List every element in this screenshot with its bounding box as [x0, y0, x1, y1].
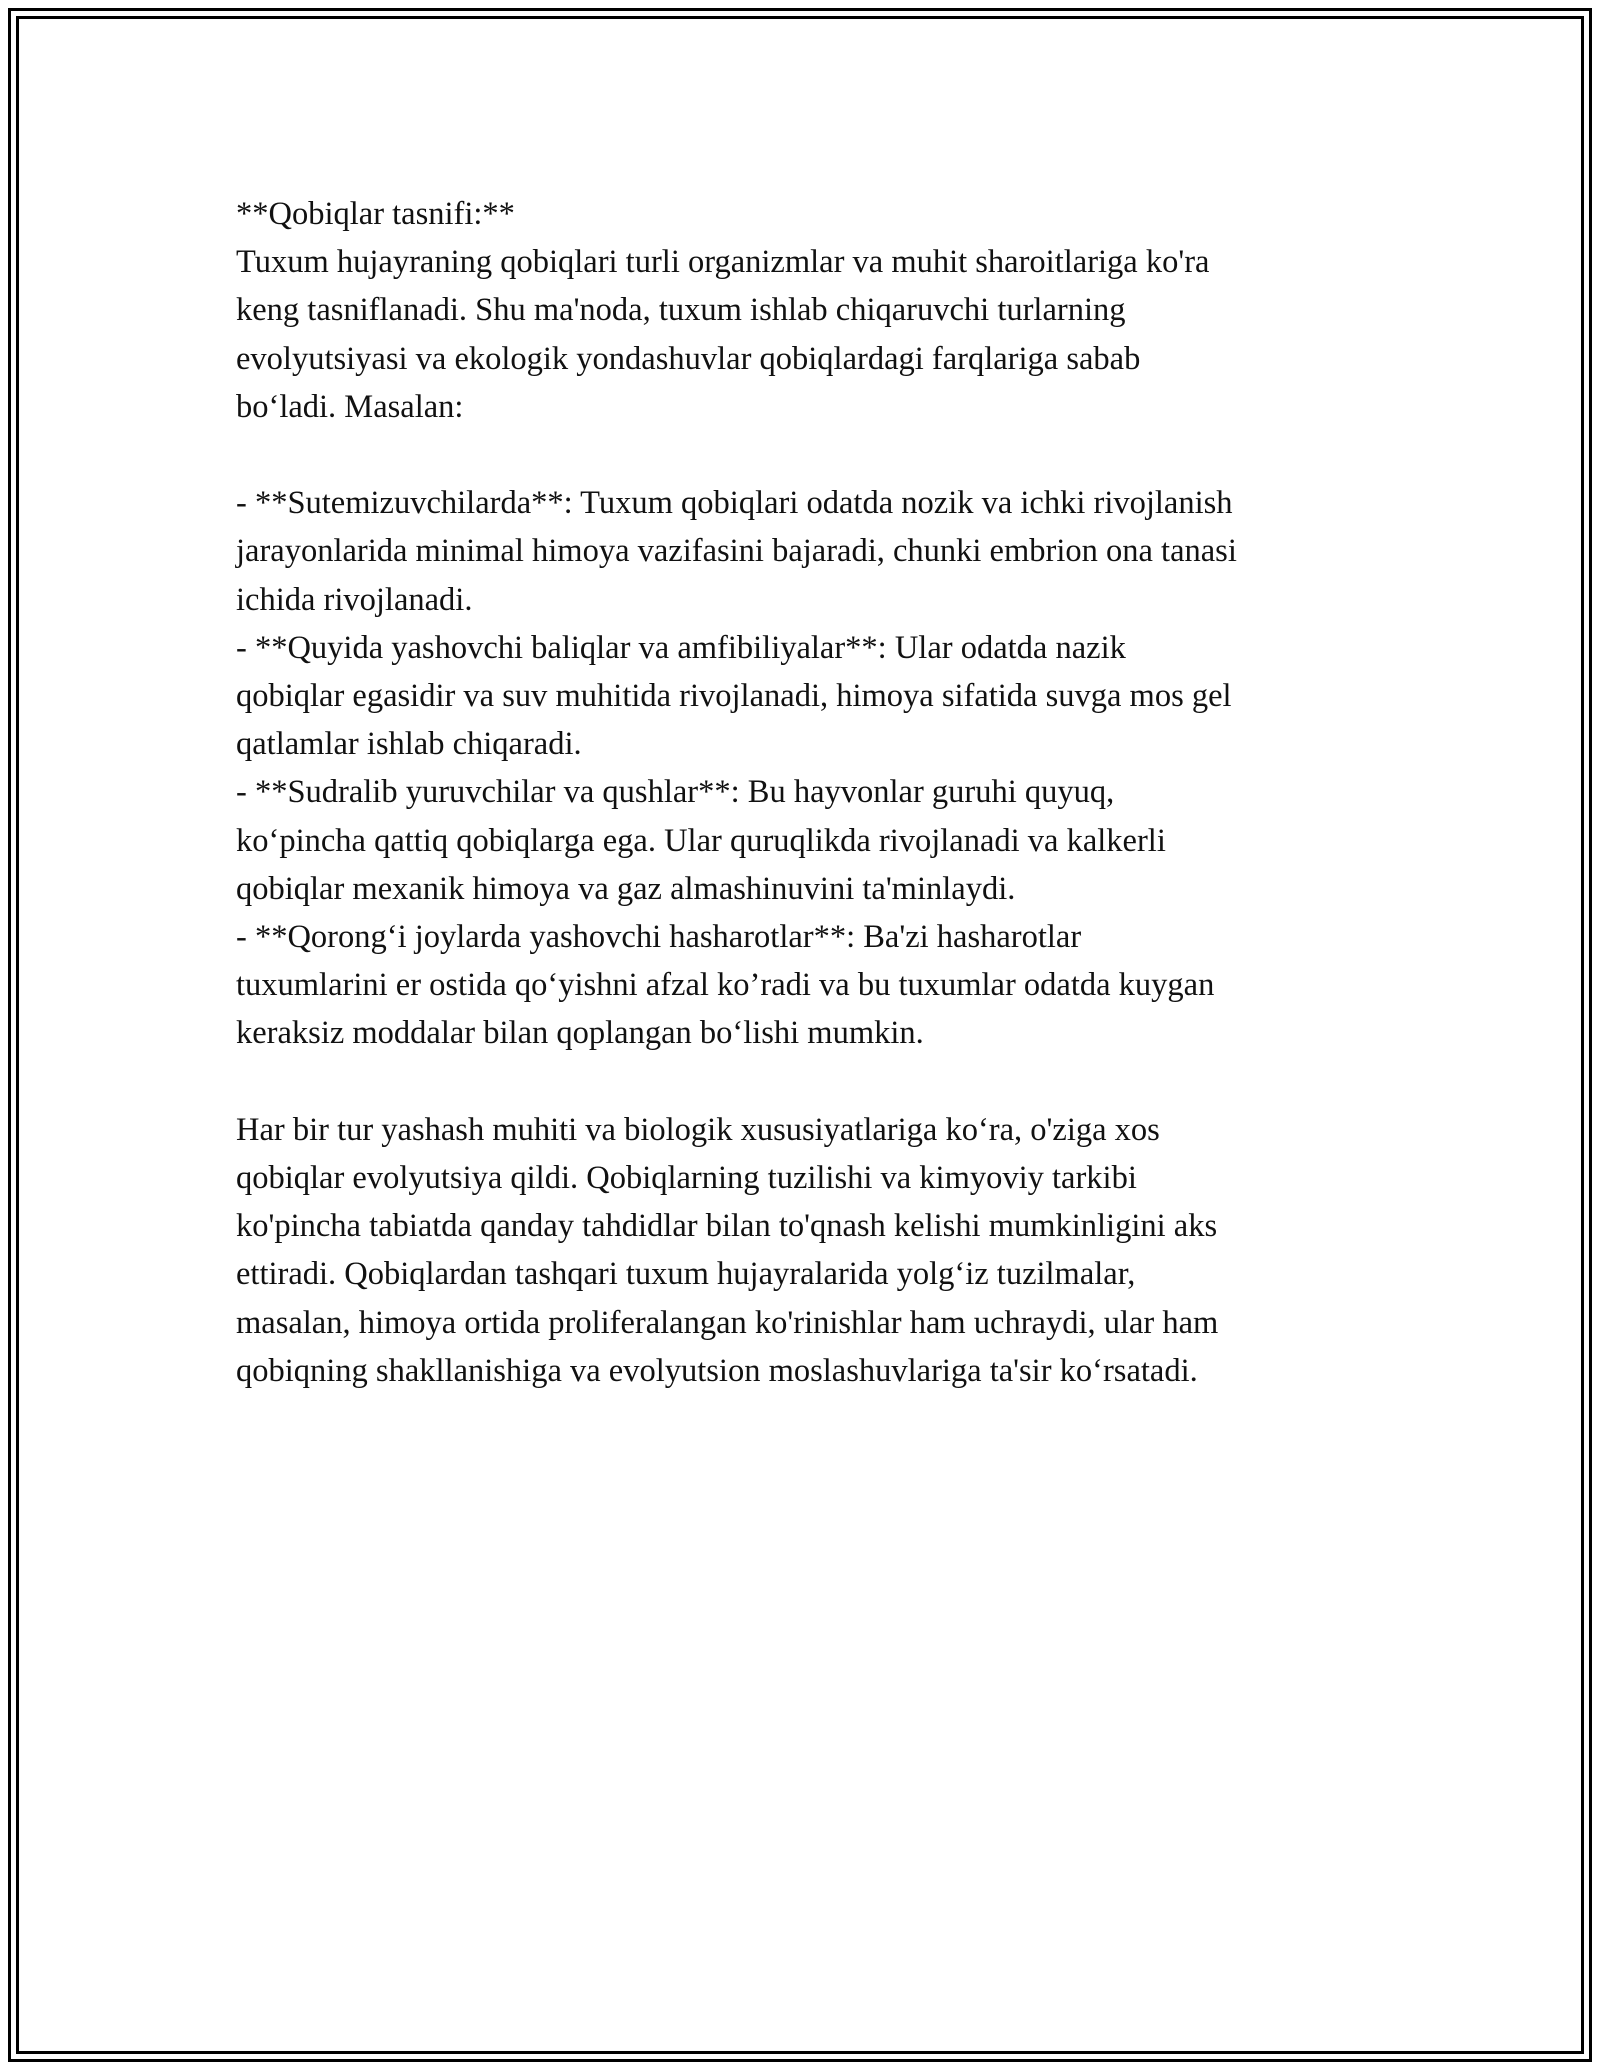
paragraph-spacer	[236, 431, 1376, 479]
text-line: ettiradi. Qobiqlardan tashqari tuxum hujayralarida yolg‘iz tuzilmalar,	[236, 1256, 1136, 1293]
text-line: evolyutsiyasi va ekologik yondashuvlar qobiqlardagi farqlariga sabab	[236, 340, 1141, 377]
list-item-line: - **Quyida yashovchi baliqlar va amfibiliyalar**: Ular odatda nazik	[236, 629, 1126, 666]
paragraph-spacer	[236, 1058, 1376, 1106]
text-line: ko'pincha tabiatda qanday tahdidlar bilan to'qnash kelishi mumkinligini aks	[236, 1208, 1218, 1245]
text-line: Har bir tur yashash muhiti va biologik xususiyatlariga ko‘ra, o'ziga xos	[236, 1111, 1160, 1148]
text-line: keng tasniflanadi. Shu ma'noda, tuxum ishlab chiqaruvchi turlarning	[236, 292, 1126, 329]
list-item-line: qobiqlar mexanik himoya va gaz almashinuvini ta'minlaydi.	[236, 870, 1016, 907]
list-item-line: jarayonlarida minimal himoya vazifasini bajaradi, chunki embrion ona tanasi	[236, 533, 1237, 570]
list-item-line: - **Sutemizuvchilarda**: Tuxum qobiqlari odatda nozik va ichki rivojlanish	[236, 485, 1233, 522]
text-line: qobiqning shakllanishiga va evolyutsion moslashuvlariga ta'sir ko‘rsatadi.	[236, 1352, 1198, 1389]
list-item-line: ichida rivojlanadi.	[236, 581, 473, 618]
list-item-line: - **Qorong‘i joylarda yashovchi hasharotlar**: Ba'zi hasharotlar	[236, 919, 1082, 956]
text-line: bo‘ladi. Masalan:	[236, 388, 464, 425]
list-item-line: - **Sudralib yuruvchilar va qushlar**: Bu hayvonlar guruhi quyuq,	[236, 774, 1115, 811]
text-line: masalan, himoya ortida proliferalangan ko'rinishlar ham uchraydi, ular ham	[236, 1304, 1219, 1341]
section-heading: **Qobiqlar tasnifi:**	[236, 196, 515, 232]
classification-list	[236, 479, 1376, 1057]
list-item-line: ko‘pincha qattiq qobiqlarga ega. Ular quruqlikda rivojlanadi va kalkerli	[236, 822, 1166, 859]
text-line: Tuxum hujayraning qobiqlari turli organizmlar va muhit sharoitlariga ko'ra	[236, 244, 1210, 281]
document-body	[236, 190, 1376, 1395]
list-item-line: tuxumlarini er ostida qo‘yishni afzal ko’radi va bu tuxumlar odatda kuygan	[236, 967, 1215, 1004]
closing-paragraph	[236, 1106, 1376, 1395]
list-item-line: qobiqlar egasidir va suv muhitida rivojlanadi, himoya sifatida suvga mos gel	[236, 678, 1232, 715]
intro-paragraph	[236, 238, 1376, 431]
list-item-line: qatlamlar ishlab chiqaradi.	[236, 726, 582, 763]
list-item-line: keraksiz moddalar bilan qoplangan bo‘lishi mumkin.	[236, 1015, 924, 1052]
text-line: qobiqlar evolyutsiya qildi. Qobiqlarning tuzilishi va kimyoviy tarkibi	[236, 1160, 1137, 1197]
